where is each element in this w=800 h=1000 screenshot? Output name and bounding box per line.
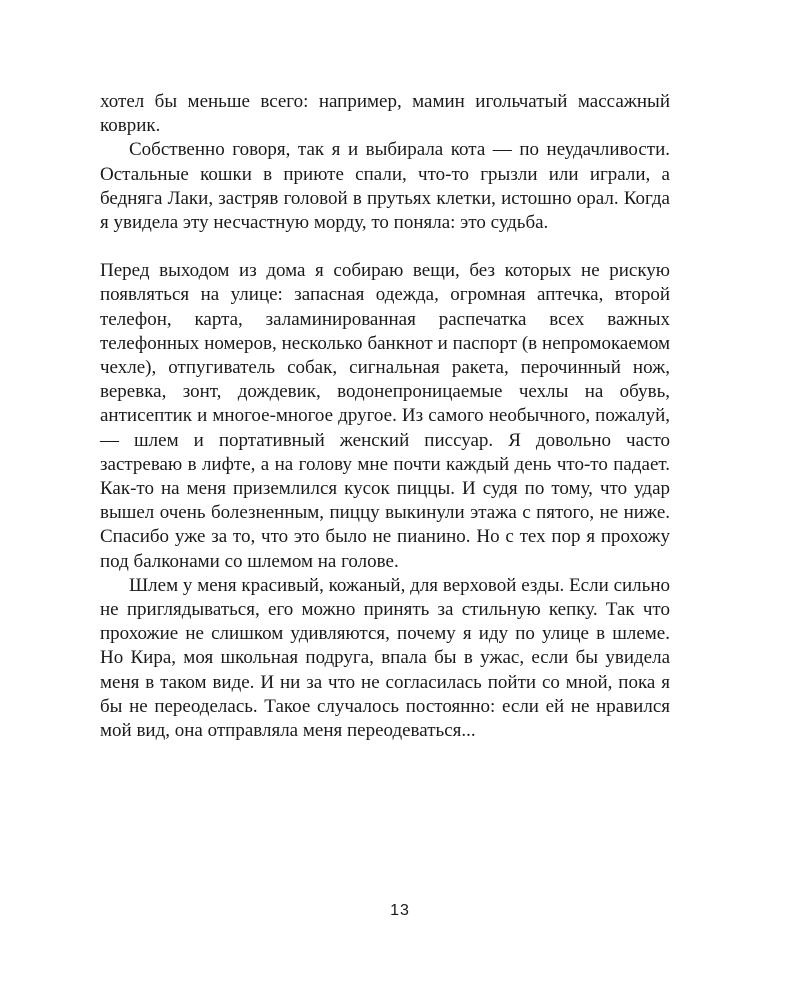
paragraph-packing-list: Перед выходом из дома я собираю вещи, без которых не рискую появляться на улице: запасная одежда, огромная аптечка, второй телефон, карта, заламинированная распечатка всех важных телефонных номеров, несколько банкнот и паспорт (в непромокаемом чехле), отпугиватель собак, сигнальная ракета, перочинный нож, веревка, зонт, дождевик, водонепроницаемые чехлы на обувь, антисептик и многое-многое другое. Из самого необычного, пожалуй, — шлем и портативный женский писсуар. Я довольно часто застреваю в лифте, а на голову мне почти каждый день что-то падает. Как-то на меня приземлился кусок пиццы. И судя по тому, что удар вышел очень болезненным, пиццу выкинули этажа с пятого, не ниже. Спасибо уже за то, что это было не пианино. Но с тех пор я прохожу под балконами со шлемом на голове.: [100, 260, 670, 572]
page-number: 13: [390, 902, 410, 919]
paragraph-helmet: Шлем у меня красивый, кожаный, для верховой езды. Если сильно не приглядываться, его можно принять за стильную кепку. Так что прохожие не слишком удивляются, почему я иду по улице в шлеме. Но Кира, моя школьная подруга, впала бы в ужас, если бы увидела меня в таком виде. И ни за что не согласилась пойти со мной, пока я бы не переоделась. Такое случалось постоянно: если ей не нравился мой вид, она отправляла меня переодеваться...: [100, 574, 670, 742]
paragraph-cat-choice: Собственно говоря, так я и выбирала кота — по неудачливости. Остальные кошки в приюте спали, что-то грызли или играли, а бедняга Лаки, застряв головой в прутьях клетки, истошно орал. Когда я увидела эту несчастную морду, то поняла: это судьба.: [100, 139, 670, 234]
page-body-text: [100, 90, 670, 743]
paragraph-continuation: хотел бы меньше всего: например, мамин игольчатый массажный коврик.: [100, 91, 670, 137]
